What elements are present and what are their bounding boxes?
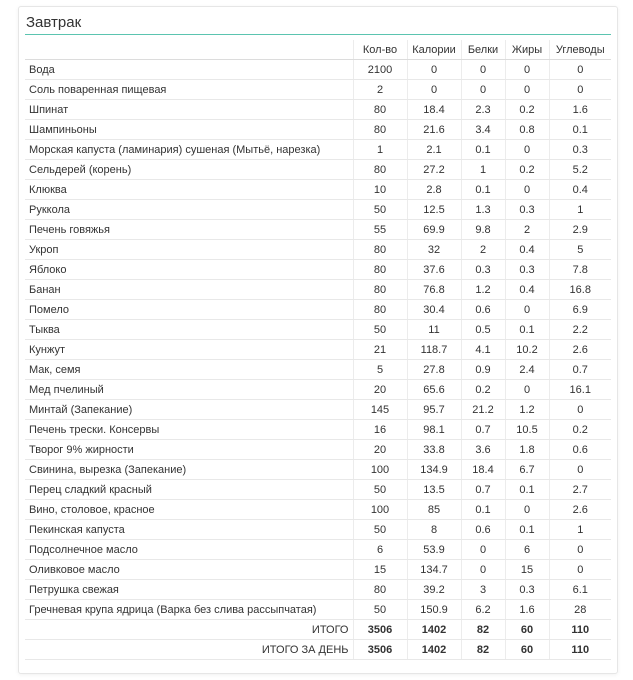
food-protein: 0.6	[461, 300, 505, 320]
food-carbs: 7.8	[549, 260, 611, 280]
table-row	[25, 400, 611, 420]
title-underline	[25, 34, 611, 35]
food-fat: 0	[505, 180, 549, 200]
food-fat: 0.1	[505, 480, 549, 500]
food-carbs: 16.1	[549, 380, 611, 400]
food-fat: 10.2	[505, 340, 549, 360]
food-fat: 6	[505, 540, 549, 560]
food-fat: 0.8	[505, 120, 549, 140]
food-fat: 0.3	[505, 260, 549, 280]
food-fat: 0	[505, 380, 549, 400]
food-protein: 18.4	[461, 460, 505, 480]
food-qty: 2100	[353, 60, 407, 80]
header-protein: Белки	[461, 40, 505, 60]
food-protein: 0.7	[461, 420, 505, 440]
food-calories: 0	[407, 60, 461, 80]
food-calories: 33.8	[407, 440, 461, 460]
food-fat: 0.1	[505, 520, 549, 540]
food-protein: 0.2	[461, 380, 505, 400]
food-calories: 2.8	[407, 180, 461, 200]
food-protein: 1.3	[461, 200, 505, 220]
food-carbs: 0	[549, 540, 611, 560]
food-fat: 0	[505, 60, 549, 80]
food-carbs: 1.6	[549, 100, 611, 120]
food-calories: 76.8	[407, 280, 461, 300]
table-row	[25, 420, 611, 440]
food-qty: 20	[353, 380, 407, 400]
table-row	[25, 80, 611, 100]
food-fat: 0.3	[505, 580, 549, 600]
food-name: Печень говяжья	[25, 220, 353, 240]
food-fat: 15	[505, 560, 549, 580]
food-protein: 3.4	[461, 120, 505, 140]
food-carbs: 5	[549, 240, 611, 260]
food-fat: 1.2	[505, 400, 549, 420]
food-qty: 55	[353, 220, 407, 240]
food-qty: 100	[353, 460, 407, 480]
table-row	[25, 560, 611, 580]
food-qty: 80	[353, 100, 407, 120]
food-name: Яблоко	[25, 260, 353, 280]
food-carbs: 0	[549, 400, 611, 420]
header-calories: Калории	[407, 40, 461, 60]
food-protein: 4.1	[461, 340, 505, 360]
total-carbs: 110	[549, 620, 611, 640]
food-calories: 134.9	[407, 460, 461, 480]
food-carbs: 5.2	[549, 160, 611, 180]
food-name: Перец сладкий красный	[25, 480, 353, 500]
food-fat: 0	[505, 80, 549, 100]
food-qty: 2	[353, 80, 407, 100]
food-protein: 0.3	[461, 260, 505, 280]
food-protein: 0	[461, 80, 505, 100]
day-total-calories: 1402	[407, 640, 461, 660]
food-calories: 21.6	[407, 120, 461, 140]
food-fat: 1.8	[505, 440, 549, 460]
food-qty: 6	[353, 540, 407, 560]
header-fat: Жиры	[505, 40, 549, 60]
food-calories: 30.4	[407, 300, 461, 320]
table-row	[25, 220, 611, 240]
food-protein: 0.1	[461, 140, 505, 160]
total-qty: 3506	[353, 620, 407, 640]
food-carbs: 0.7	[549, 360, 611, 380]
food-calories: 118.7	[407, 340, 461, 360]
food-qty: 21	[353, 340, 407, 360]
table-row	[25, 120, 611, 140]
food-qty: 50	[353, 200, 407, 220]
food-protein: 2	[461, 240, 505, 260]
food-calories: 0	[407, 80, 461, 100]
food-name: Кунжут	[25, 340, 353, 360]
table-row	[25, 360, 611, 380]
table-row	[25, 480, 611, 500]
food-qty: 80	[353, 300, 407, 320]
food-protein: 1	[461, 160, 505, 180]
table-row	[25, 140, 611, 160]
table-row	[25, 60, 611, 80]
nutrition-table	[25, 40, 611, 660]
food-name: Тыква	[25, 320, 353, 340]
total-row	[25, 620, 611, 640]
food-protein: 0	[461, 540, 505, 560]
food-name: Укроп	[25, 240, 353, 260]
food-name: Мед пчелиный	[25, 380, 353, 400]
food-calories: 134.7	[407, 560, 461, 580]
food-calories: 37.6	[407, 260, 461, 280]
food-fat: 2.4	[505, 360, 549, 380]
food-name: Шампиньоны	[25, 120, 353, 140]
food-name: Банан	[25, 280, 353, 300]
table-header-row	[25, 40, 611, 60]
total-fat: 60	[505, 620, 549, 640]
food-qty: 80	[353, 120, 407, 140]
food-carbs: 2.6	[549, 340, 611, 360]
table-row	[25, 240, 611, 260]
food-carbs: 6.9	[549, 300, 611, 320]
food-carbs: 1	[549, 200, 611, 220]
food-carbs: 0.2	[549, 420, 611, 440]
food-carbs: 28	[549, 600, 611, 620]
header-name	[25, 40, 353, 60]
table-row	[25, 180, 611, 200]
food-carbs: 0.1	[549, 120, 611, 140]
food-name: Клюква	[25, 180, 353, 200]
food-calories: 8	[407, 520, 461, 540]
table-row	[25, 200, 611, 220]
food-qty: 80	[353, 260, 407, 280]
food-fat: 6.7	[505, 460, 549, 480]
meal-title: Завтрак	[26, 14, 82, 31]
table-row	[25, 280, 611, 300]
food-fat: 0.3	[505, 200, 549, 220]
food-calories: 65.6	[407, 380, 461, 400]
food-qty: 80	[353, 280, 407, 300]
food-fat: 0.4	[505, 280, 549, 300]
food-name: Вода	[25, 60, 353, 80]
food-protein: 9.8	[461, 220, 505, 240]
table-row	[25, 260, 611, 280]
food-carbs: 1	[549, 520, 611, 540]
food-fat: 0.2	[505, 100, 549, 120]
food-name: Соль поваренная пищевая	[25, 80, 353, 100]
food-qty: 50	[353, 320, 407, 340]
food-name: Шпинат	[25, 100, 353, 120]
food-calories: 18.4	[407, 100, 461, 120]
food-protein: 0.7	[461, 480, 505, 500]
table-row	[25, 380, 611, 400]
food-protein: 21.2	[461, 400, 505, 420]
food-calories: 85	[407, 500, 461, 520]
day-total-label: ИТОГО ЗА ДЕНЬ	[25, 640, 353, 660]
food-protein: 6.2	[461, 600, 505, 620]
food-name: Помело	[25, 300, 353, 320]
food-qty: 5	[353, 360, 407, 380]
food-protein: 0.9	[461, 360, 505, 380]
table-row	[25, 300, 611, 320]
food-name: Петрушка свежая	[25, 580, 353, 600]
food-carbs: 0.6	[549, 440, 611, 460]
food-qty: 80	[353, 160, 407, 180]
food-qty: 15	[353, 560, 407, 580]
food-qty: 1	[353, 140, 407, 160]
header-qty: Кол-во	[353, 40, 407, 60]
food-name: Гречневая крупа ядрица (Варка без слива рассыпчатая)	[25, 600, 353, 620]
food-protein: 0.1	[461, 180, 505, 200]
food-carbs: 0	[549, 460, 611, 480]
food-qty: 145	[353, 400, 407, 420]
food-qty: 100	[353, 500, 407, 520]
food-calories: 39.2	[407, 580, 461, 600]
food-name: Печень трески. Консервы	[25, 420, 353, 440]
food-carbs: 0.4	[549, 180, 611, 200]
food-protein: 0.5	[461, 320, 505, 340]
food-name: Оливковое масло	[25, 560, 353, 580]
food-carbs: 2.7	[549, 480, 611, 500]
food-name: Свинина, вырезка (Запекание)	[25, 460, 353, 480]
table-row	[25, 100, 611, 120]
day-total-protein: 82	[461, 640, 505, 660]
food-fat: 0.2	[505, 160, 549, 180]
food-calories: 27.2	[407, 160, 461, 180]
food-name: Минтай (Запекание)	[25, 400, 353, 420]
food-carbs: 0	[549, 80, 611, 100]
table-row	[25, 340, 611, 360]
food-calories: 32	[407, 240, 461, 260]
food-protein: 2.3	[461, 100, 505, 120]
header-carbs: Углеводы	[549, 40, 611, 60]
food-protein: 0	[461, 60, 505, 80]
food-name: Подсолнечное масло	[25, 540, 353, 560]
food-qty: 80	[353, 580, 407, 600]
food-protein: 3	[461, 580, 505, 600]
table-row	[25, 460, 611, 480]
food-fat: 0.1	[505, 320, 549, 340]
food-qty: 80	[353, 240, 407, 260]
food-calories: 150.9	[407, 600, 461, 620]
food-calories: 69.9	[407, 220, 461, 240]
food-name: Пекинская капуста	[25, 520, 353, 540]
food-name: Сельдерей (корень)	[25, 160, 353, 180]
total-label: ИТОГО	[25, 620, 353, 640]
food-calories: 95.7	[407, 400, 461, 420]
food-calories: 2.1	[407, 140, 461, 160]
day-total-fat: 60	[505, 640, 549, 660]
food-fat: 0	[505, 140, 549, 160]
food-carbs: 2.2	[549, 320, 611, 340]
food-protein: 3.6	[461, 440, 505, 460]
food-protein: 1.2	[461, 280, 505, 300]
table-row	[25, 600, 611, 620]
table-row	[25, 500, 611, 520]
food-protein: 0.6	[461, 520, 505, 540]
food-name: Руккола	[25, 200, 353, 220]
food-calories: 53.9	[407, 540, 461, 560]
food-calories: 27.8	[407, 360, 461, 380]
food-carbs: 16.8	[549, 280, 611, 300]
table-row	[25, 580, 611, 600]
food-qty: 16	[353, 420, 407, 440]
food-carbs: 0.3	[549, 140, 611, 160]
table-row	[25, 440, 611, 460]
food-protein: 0	[461, 560, 505, 580]
food-fat: 0	[505, 300, 549, 320]
food-name: Творог 9% жирности	[25, 440, 353, 460]
table-row	[25, 320, 611, 340]
food-name: Вино, столовое, красное	[25, 500, 353, 520]
total-protein: 82	[461, 620, 505, 640]
food-carbs: 0	[549, 60, 611, 80]
meal-card	[18, 6, 618, 674]
food-fat: 1.6	[505, 600, 549, 620]
food-name: Морская капуста (ламинария) сушеная (Мытьё, нарезка)	[25, 140, 353, 160]
food-fat: 2	[505, 220, 549, 240]
day-total-carbs: 110	[549, 640, 611, 660]
table-row	[25, 160, 611, 180]
food-name: Мак, семя	[25, 360, 353, 380]
food-carbs: 6.1	[549, 580, 611, 600]
food-fat: 10.5	[505, 420, 549, 440]
table-row	[25, 520, 611, 540]
food-carbs: 0	[549, 560, 611, 580]
food-qty: 10	[353, 180, 407, 200]
food-calories: 13.5	[407, 480, 461, 500]
food-fat: 0	[505, 500, 549, 520]
total-calories: 1402	[407, 620, 461, 640]
food-qty: 20	[353, 440, 407, 460]
food-fat: 0.4	[505, 240, 549, 260]
day-total-row	[25, 640, 611, 660]
day-total-qty: 3506	[353, 640, 407, 660]
food-calories: 12.5	[407, 200, 461, 220]
food-calories: 98.1	[407, 420, 461, 440]
food-qty: 50	[353, 600, 407, 620]
food-carbs: 2.9	[549, 220, 611, 240]
table-row	[25, 540, 611, 560]
food-qty: 50	[353, 520, 407, 540]
food-calories: 11	[407, 320, 461, 340]
food-carbs: 2.6	[549, 500, 611, 520]
food-protein: 0.1	[461, 500, 505, 520]
food-qty: 50	[353, 480, 407, 500]
